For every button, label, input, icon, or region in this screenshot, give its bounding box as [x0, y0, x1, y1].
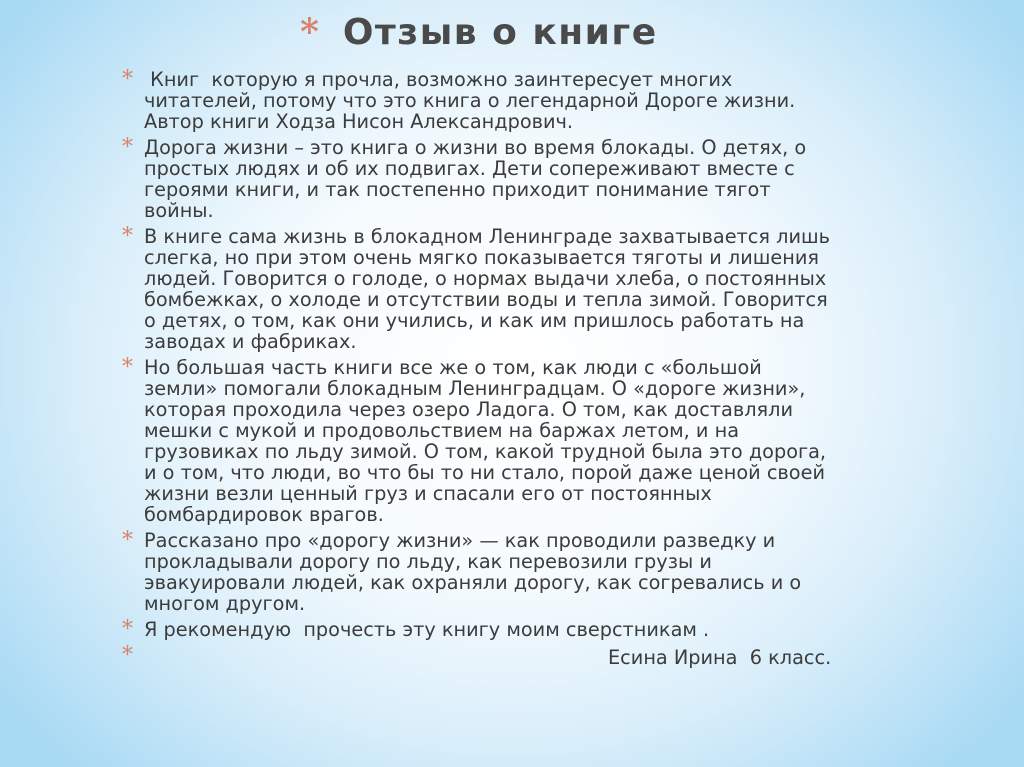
bullet-icon: * [122, 67, 133, 92]
paragraph-4 [122, 357, 862, 525]
paragraph-line: мешки с мукой и продовольствием на баржах летом, и на [144, 419, 740, 442]
paragraph-6 [122, 619, 862, 640]
paragraph-line: Рассказано про «дорогу жизни» — как проводили разведку и [144, 529, 776, 552]
paragraph-line: эвакуировали людей, как охраняли дорогу, как согревались и о [144, 571, 802, 594]
paragraph-line: Автор книги Ходза Нисон Александрович. [144, 110, 574, 133]
slide-title [300, 12, 658, 53]
paragraph-line: земли» помогали блокадным Ленинградцам. О «дороге жизни», [144, 377, 806, 400]
title-text: Отзыв о книге [342, 12, 658, 53]
signature-row [122, 645, 862, 668]
bullet-icon: * [122, 355, 133, 380]
paragraph-line: заводах и фабриках. [144, 330, 357, 353]
paragraph-line: жизни везли ценный груз и спасали его от постоянных [144, 482, 712, 505]
paragraph-line: В книге сама жизнь в блокадном Ленинграде захватывается лишь [144, 225, 830, 248]
bullet-icon: * [122, 135, 133, 160]
paragraph-line: читателей, потому что это книга о легендарной Дороге жизни. [144, 89, 796, 112]
paragraph-line: войны. [144, 199, 214, 222]
paragraph-line: Дорога жизни – это книга о жизни во время блокады. О детях, о [144, 136, 807, 159]
paragraph-line: бомбардировок врагов. [144, 503, 384, 526]
paragraph-line: простых людях и об их подвигах. Дети сопереживают вместе с [144, 157, 795, 180]
paragraph-line: Но большая часть книги все же о том, как люди с «большой [144, 356, 762, 379]
bullet-icon: * [122, 643, 133, 668]
paragraph-line: грузовиках по льду зимой. О том, какой трудной была это дорога, [144, 440, 827, 463]
paragraph-2 [122, 137, 862, 221]
paragraph-5 [122, 530, 862, 614]
paragraph-line: Книг которую я прочла, возможно заинтересует многих [144, 68, 733, 91]
paragraph-line: о детях, о том, как они учились, и как им пришлось работать на [144, 309, 805, 332]
paragraph-line: прокладывали дорогу по льду, как перевозили грузы и [144, 550, 712, 573]
bullet-icon: * [122, 617, 133, 642]
bullet-icon: * [122, 528, 133, 553]
paragraph-1 [122, 69, 862, 132]
title-bullet-icon: * [300, 11, 319, 53]
paragraph-line: Я рекомендую прочесть эту книгу моим сверстникам . [144, 618, 710, 641]
paragraph-line: героями книги, и так постепенно приходит понимание тягот [144, 178, 771, 201]
paragraph-line: которая проходила через озеро Ладога. О том, как доставляли [144, 398, 793, 421]
paragraph-line: многом другом. [144, 592, 306, 615]
paragraph-line: и о том, что люди, во что бы то ни стало, порой даже ценой своей [144, 461, 825, 484]
review-content [122, 69, 862, 673]
paragraph-3 [122, 226, 862, 352]
paragraph-line: слегка, но при этом очень мягко показывается тяготы и лишения [144, 246, 819, 269]
paragraph-line: людей. Говорится о голоде, о нормах выдачи хлеба, о постоянных [144, 267, 827, 290]
signature: Есина Ирина 6 класс. [608, 646, 832, 669]
paragraph-line: бомбежках, о холоде и отсутствии воды и тепла зимой. Говорится [144, 288, 828, 311]
bullet-icon: * [122, 224, 133, 249]
